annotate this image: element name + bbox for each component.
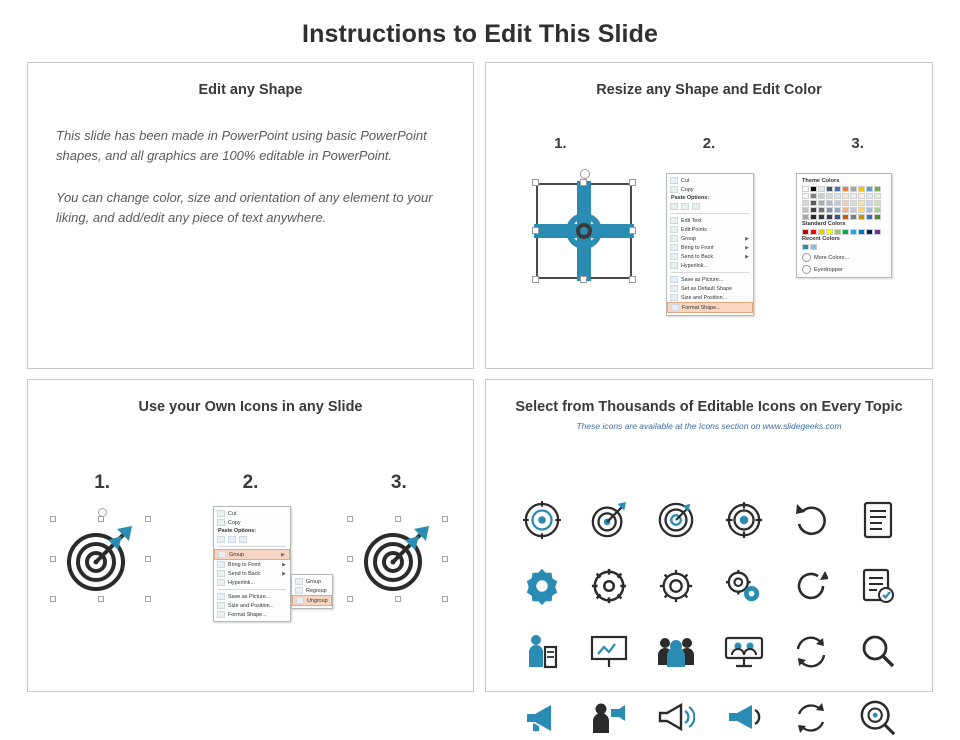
recycle-arrows-icon[interactable] xyxy=(789,696,833,740)
gear-outline-icon[interactable] xyxy=(654,564,698,608)
context-menu-item-label: Copy xyxy=(681,186,694,193)
send-to-back-icon xyxy=(217,570,225,577)
icons-step-2-number: 2. xyxy=(242,472,259,493)
context-menu-item[interactable] xyxy=(667,225,753,234)
icons-step-2 xyxy=(176,472,324,494)
panel-edit-any-shape xyxy=(27,62,474,369)
context-menu-item[interactable] xyxy=(667,252,753,261)
color-swatch[interactable] xyxy=(818,214,825,220)
resize-handle-r[interactable] xyxy=(145,556,151,562)
resize-step-2-number: 2. xyxy=(702,135,716,152)
panel-own-icons xyxy=(27,379,474,692)
context-menu-item-label: Size and Position... xyxy=(228,602,275,609)
group-submenu[interactable] xyxy=(291,574,333,609)
checklist-clipboard-icon[interactable] xyxy=(856,564,900,608)
color-swatch[interactable] xyxy=(842,200,849,206)
edit-shape-paragraph-1: This slide has been made in PowerPoint using basic PowerPoint shapes, and all graphics are 100% editable in PowerPoint. xyxy=(56,128,427,163)
chevron-right-icon: ▶ xyxy=(745,253,749,260)
color-swatch[interactable] xyxy=(810,186,817,192)
color-swatch[interactable] xyxy=(810,244,817,250)
chevron-right-icon: ▶ xyxy=(745,235,749,242)
cut-icon xyxy=(670,177,678,184)
color-swatch[interactable] xyxy=(858,214,865,220)
context-menu-item[interactable] xyxy=(667,275,753,284)
selected-target-shape xyxy=(46,510,156,606)
page-title: Instructions to Edit This Slide xyxy=(302,20,658,48)
context-menu-item-label: Send to Back xyxy=(681,253,714,260)
hyperlink-icon xyxy=(217,579,225,586)
submenu-item-label: Group xyxy=(306,578,321,585)
icons-step-3 xyxy=(325,472,473,494)
paste-icon-2 xyxy=(681,203,689,210)
context-menu-item[interactable] xyxy=(667,243,753,252)
color-swatch[interactable] xyxy=(826,186,833,192)
ungrouped-handle-tr[interactable] xyxy=(442,516,448,522)
resize-step-3-number: 3. xyxy=(851,135,864,152)
paste-option-icons[interactable] xyxy=(214,535,290,544)
context-menu-own-icons[interactable] xyxy=(213,506,291,622)
color-swatch[interactable] xyxy=(834,186,841,192)
own-icons-graphic-3 xyxy=(343,510,453,606)
theme-swatch-grid[interactable] xyxy=(802,186,886,220)
edit-shape-paragraph-2: You can change color, size and orientation of any element to your liking, and add/edit any piece of text anywhere. xyxy=(56,190,433,225)
edit-points-icon xyxy=(670,226,678,233)
color-swatch[interactable] xyxy=(802,193,809,199)
resize-handle-b[interactable] xyxy=(580,276,587,283)
paste-icon-1 xyxy=(670,203,678,210)
color-swatch[interactable] xyxy=(850,186,857,192)
color-swatch[interactable] xyxy=(834,229,841,235)
icon-library-grid xyxy=(508,498,912,740)
paste-icon-2 xyxy=(228,536,236,543)
context-menu-item-label: Cut xyxy=(228,510,237,517)
context-menu-item[interactable] xyxy=(667,216,753,225)
theme-swatch-row[interactable] xyxy=(802,214,886,220)
theme-swatch-row[interactable] xyxy=(802,193,886,199)
cut-icon xyxy=(217,510,225,517)
context-menu-item-label: Bring to Front xyxy=(228,561,261,568)
resize-handle-l[interactable] xyxy=(532,227,539,234)
recent-swatch-row-inner[interactable] xyxy=(802,244,886,250)
color-swatch[interactable] xyxy=(810,229,817,235)
resize-handle-tl[interactable] xyxy=(532,179,539,186)
panel-icons-library xyxy=(485,379,933,692)
group-people-icon[interactable] xyxy=(654,630,698,674)
context-menu-item[interactable] xyxy=(667,284,753,293)
theme-swatch-row[interactable] xyxy=(802,207,886,213)
menu-divider xyxy=(671,272,749,273)
resize-handle-tl[interactable] xyxy=(50,516,56,522)
color-swatch[interactable] xyxy=(834,200,841,206)
context-menu-item[interactable] xyxy=(214,610,290,619)
color-swatch[interactable] xyxy=(874,200,881,206)
submenu-item-group[interactable] xyxy=(292,577,332,586)
context-menu-item[interactable] xyxy=(214,560,290,569)
ungrouped-target-shape xyxy=(343,510,453,606)
person-speaking-icon[interactable] xyxy=(587,696,631,740)
color-picker-panel[interactable] xyxy=(796,173,892,278)
panel-heading-icons-library: Select from Thousands of Editable Icons on Every Topic xyxy=(515,399,903,415)
resize-handle-br[interactable] xyxy=(629,276,636,283)
color-swatch[interactable] xyxy=(842,207,849,213)
rotate-handle[interactable] xyxy=(580,169,590,179)
target-dart-art xyxy=(357,522,437,601)
recent-colors-label: Recent Colors xyxy=(802,236,840,242)
paste-icon-3 xyxy=(239,536,247,543)
context-menu-resize[interactable] xyxy=(666,173,754,316)
color-swatch[interactable] xyxy=(818,186,825,192)
color-swatch[interactable] xyxy=(866,193,873,199)
context-menu-item-label: Format Shape... xyxy=(228,611,267,618)
gears-double-icon[interactable] xyxy=(722,564,766,608)
more-colors-icon xyxy=(802,253,811,262)
color-swatch[interactable] xyxy=(866,186,873,192)
context-menu-item[interactable] xyxy=(214,569,290,578)
megaphone-loud-icon[interactable] xyxy=(722,696,766,740)
resize-step-1-number: 1. xyxy=(554,135,567,152)
context-menu-item-label: Group xyxy=(681,235,696,242)
submenu-item-label: Ungroup xyxy=(307,597,328,604)
group-icon xyxy=(218,551,226,558)
ungrouped-handle-l[interactable] xyxy=(347,556,353,562)
color-swatch[interactable] xyxy=(866,214,873,220)
context-menu-item-label: Save as Picture... xyxy=(228,593,271,600)
color-swatch[interactable] xyxy=(842,229,849,235)
context-menu-item-label: Edit Points xyxy=(681,226,707,233)
context-menu-item-label: Save as Picture... xyxy=(681,276,724,283)
ungroup-icon xyxy=(296,597,304,604)
resize-handle-tr[interactable] xyxy=(145,516,151,522)
magnifier-icon[interactable] xyxy=(856,630,900,674)
context-menu-item[interactable] xyxy=(214,592,290,601)
ungrouped-handle-br[interactable] xyxy=(442,596,448,602)
color-swatch[interactable] xyxy=(850,229,857,235)
context-menu-item[interactable] xyxy=(667,293,753,302)
color-swatch[interactable] xyxy=(802,229,809,235)
color-swatch[interactable] xyxy=(826,200,833,206)
color-swatch[interactable] xyxy=(810,200,817,206)
ungrouped-handle-tl[interactable] xyxy=(347,516,353,522)
resize-step-3 xyxy=(783,135,932,152)
copy-icon xyxy=(670,186,678,193)
color-swatch[interactable] xyxy=(802,214,809,220)
standard-swatch-row-inner[interactable] xyxy=(802,229,886,235)
menu-divider xyxy=(218,589,286,590)
chevron-right-icon: ▶ xyxy=(282,570,286,577)
panel-heading-edit-shape: Edit any Shape xyxy=(198,82,303,98)
context-menu-item[interactable] xyxy=(214,518,290,527)
context-menu-item[interactable] xyxy=(667,261,753,270)
ungrouped-handle-bl[interactable] xyxy=(347,596,353,602)
panel-grid xyxy=(27,62,933,692)
standard-swatch-row[interactable] xyxy=(802,229,886,235)
color-swatch[interactable] xyxy=(818,200,825,206)
color-swatch[interactable] xyxy=(866,207,873,213)
save-as-picture-icon xyxy=(217,593,225,600)
more-colors-label: More Colors... xyxy=(814,254,850,261)
eyedropper-label: Eyedropper xyxy=(814,266,843,273)
color-swatch[interactable] xyxy=(810,214,817,220)
menu-divider xyxy=(671,213,749,214)
gear-filled-icon[interactable] xyxy=(520,564,564,608)
color-swatch[interactable] xyxy=(858,193,865,199)
context-menu-item-label: Hyperlink... xyxy=(681,262,708,269)
paste-icon-1 xyxy=(217,536,225,543)
bring-to-front-icon xyxy=(670,244,678,251)
size-position-icon xyxy=(217,602,225,609)
color-swatch[interactable] xyxy=(842,193,849,199)
context-menu-item[interactable] xyxy=(667,185,753,194)
bring-to-front-icon xyxy=(217,561,225,568)
resize-handle-br[interactable] xyxy=(145,596,151,602)
color-swatch[interactable] xyxy=(818,193,825,199)
resize-handle-t[interactable] xyxy=(580,179,587,186)
color-swatch[interactable] xyxy=(850,193,857,199)
resize-handles-graphic xyxy=(524,171,644,291)
megaphone-small-icon[interactable] xyxy=(654,696,698,740)
edit-text-icon xyxy=(670,217,678,224)
target-search-icon[interactable] xyxy=(856,696,900,740)
color-swatch[interactable] xyxy=(874,207,881,213)
resize-step-1 xyxy=(486,135,635,152)
context-menu-item-label: Cut xyxy=(681,177,690,184)
team-meeting-icon[interactable] xyxy=(722,630,766,674)
context-menu-item-label: Edit Text xyxy=(681,217,702,224)
chevron-right-icon: ▶ xyxy=(282,561,286,568)
format-shape-icon xyxy=(671,304,679,311)
context-menu-item-label: Size and Position... xyxy=(681,294,728,301)
size-position-icon xyxy=(670,294,678,301)
color-swatch[interactable] xyxy=(874,214,881,220)
copy-icon xyxy=(217,519,225,526)
group-icon xyxy=(670,235,678,242)
context-menu-item[interactable] xyxy=(214,601,290,610)
own-icons-graphic-1 xyxy=(46,510,156,606)
target-crosshair-icon[interactable] xyxy=(722,498,766,542)
resize-handle-l[interactable] xyxy=(50,556,56,562)
megaphone-icon[interactable] xyxy=(520,696,564,740)
save-as-picture-icon xyxy=(670,276,678,283)
regroup-icon xyxy=(295,587,303,594)
color-swatch[interactable] xyxy=(818,229,825,235)
panel-heading-resize-shape: Resize any Shape and Edit Color xyxy=(596,82,822,98)
color-swatch[interactable] xyxy=(874,193,881,199)
send-to-back-icon xyxy=(670,253,678,260)
color-swatch[interactable] xyxy=(834,193,841,199)
color-swatch[interactable] xyxy=(826,207,833,213)
resize-step-2 xyxy=(635,135,784,152)
context-menu-item-format-shape[interactable] xyxy=(667,302,753,313)
eyedropper-icon xyxy=(802,265,811,274)
color-swatch[interactable] xyxy=(858,207,865,213)
chevron-right-icon: ▶ xyxy=(745,244,749,251)
recent-swatch-row[interactable] xyxy=(802,244,886,250)
target-dart-icon[interactable] xyxy=(587,498,631,542)
format-shape-icon xyxy=(217,611,225,618)
color-swatch[interactable] xyxy=(826,193,833,199)
group-icon xyxy=(295,578,303,585)
chevron-right-icon: ▶ xyxy=(281,551,285,558)
color-swatch[interactable] xyxy=(802,200,809,206)
paste-options-label: Paste Options: xyxy=(218,528,257,534)
context-menu-item-label: Bring to Front xyxy=(681,244,714,251)
color-swatch[interactable] xyxy=(802,207,809,213)
color-swatch[interactable] xyxy=(850,200,857,206)
context-menu-item-label: Group xyxy=(229,551,244,558)
icons-step-1 xyxy=(28,472,176,494)
context-menu-item-group[interactable] xyxy=(214,549,290,560)
color-swatch[interactable] xyxy=(834,214,841,220)
shape-with-handles xyxy=(524,171,644,291)
color-swatch[interactable] xyxy=(874,186,881,192)
panel-heading-own-icons: Use your Own Icons in any Slide xyxy=(138,399,363,415)
target-dart-art xyxy=(60,522,140,601)
resize-handle-bl[interactable] xyxy=(50,596,56,602)
paste-options-label: Paste Options: xyxy=(671,195,710,201)
context-menu-item[interactable] xyxy=(667,176,753,185)
icons-step-3-number: 3. xyxy=(390,472,407,493)
color-swatch[interactable] xyxy=(850,207,857,213)
document-list-icon[interactable] xyxy=(856,498,900,542)
target-dart-icon xyxy=(60,522,140,596)
context-menu-item[interactable] xyxy=(667,234,753,243)
submenu-item-regroup[interactable] xyxy=(292,586,332,595)
color-swatch[interactable] xyxy=(810,207,817,213)
presentation-person-icon[interactable] xyxy=(587,630,631,674)
panel-subheading-icons-library: These icons are available at the Icons section on www.slidegeeks.com xyxy=(576,421,842,431)
color-swatch[interactable] xyxy=(802,244,809,250)
color-swatch[interactable] xyxy=(842,186,849,192)
context-menu-item[interactable] xyxy=(214,509,290,518)
context-menu-item-label: Set as Default Shape xyxy=(681,285,732,292)
icons-step-1-number: 1. xyxy=(94,472,111,493)
submenu-item-ungroup[interactable] xyxy=(292,595,332,606)
color-swatch[interactable] xyxy=(826,214,833,220)
target-spiral-icon[interactable] xyxy=(654,498,698,542)
target-dart-icon xyxy=(357,522,437,596)
set-default-shape-icon xyxy=(670,285,678,292)
color-swatch[interactable] xyxy=(858,200,865,206)
color-swatch[interactable] xyxy=(842,214,849,220)
dark-ring xyxy=(576,223,592,239)
resize-handle-tr[interactable] xyxy=(629,179,636,186)
context-menu-item-label: Copy xyxy=(228,519,241,526)
context-menu-item-label: Hyperlink... xyxy=(228,579,255,586)
sync-arrows-icon[interactable] xyxy=(789,630,833,674)
context-menu-item-label: Send to Back xyxy=(228,570,261,577)
panel-resize-shape xyxy=(485,62,933,369)
color-swatch[interactable] xyxy=(866,200,873,206)
color-swatch[interactable] xyxy=(858,186,865,192)
hyperlink-icon xyxy=(670,262,678,269)
gear-small-icon[interactable] xyxy=(587,564,631,608)
person-podium-icon[interactable] xyxy=(520,630,564,674)
color-swatch[interactable] xyxy=(858,229,865,235)
color-swatch[interactable] xyxy=(850,214,857,220)
rotate-arrow-icon[interactable] xyxy=(789,564,833,608)
target-circle-icon[interactable] xyxy=(520,498,564,542)
ungrouped-handle-r[interactable] xyxy=(442,556,448,562)
color-swatch[interactable] xyxy=(874,229,881,235)
theme-colors-label: Theme Colors xyxy=(802,178,840,184)
color-swatch[interactable] xyxy=(826,229,833,235)
refresh-clockwise-icon[interactable] xyxy=(789,498,833,542)
theme-swatch-row[interactable] xyxy=(802,200,886,206)
menu-divider xyxy=(218,546,286,547)
more-colors-row[interactable] xyxy=(802,253,886,262)
paste-option-icons[interactable] xyxy=(667,202,753,211)
resize-handle-r[interactable] xyxy=(629,227,636,234)
resize-handle-bl[interactable] xyxy=(532,276,539,283)
context-menu-item-label: Format Shape... xyxy=(682,304,721,311)
paste-icon-3 xyxy=(692,203,700,210)
color-swatch[interactable] xyxy=(818,207,825,213)
color-swatch[interactable] xyxy=(834,207,841,213)
standard-colors-label: Standard Colors xyxy=(802,221,846,227)
color-swatch[interactable] xyxy=(810,193,817,199)
color-swatch[interactable] xyxy=(866,229,873,235)
eyedropper-row[interactable] xyxy=(802,265,886,274)
theme-swatch-row[interactable] xyxy=(802,186,886,192)
submenu-item-label: Regroup xyxy=(306,587,327,594)
context-menu-item[interactable] xyxy=(214,578,290,587)
color-swatch[interactable] xyxy=(802,186,809,192)
